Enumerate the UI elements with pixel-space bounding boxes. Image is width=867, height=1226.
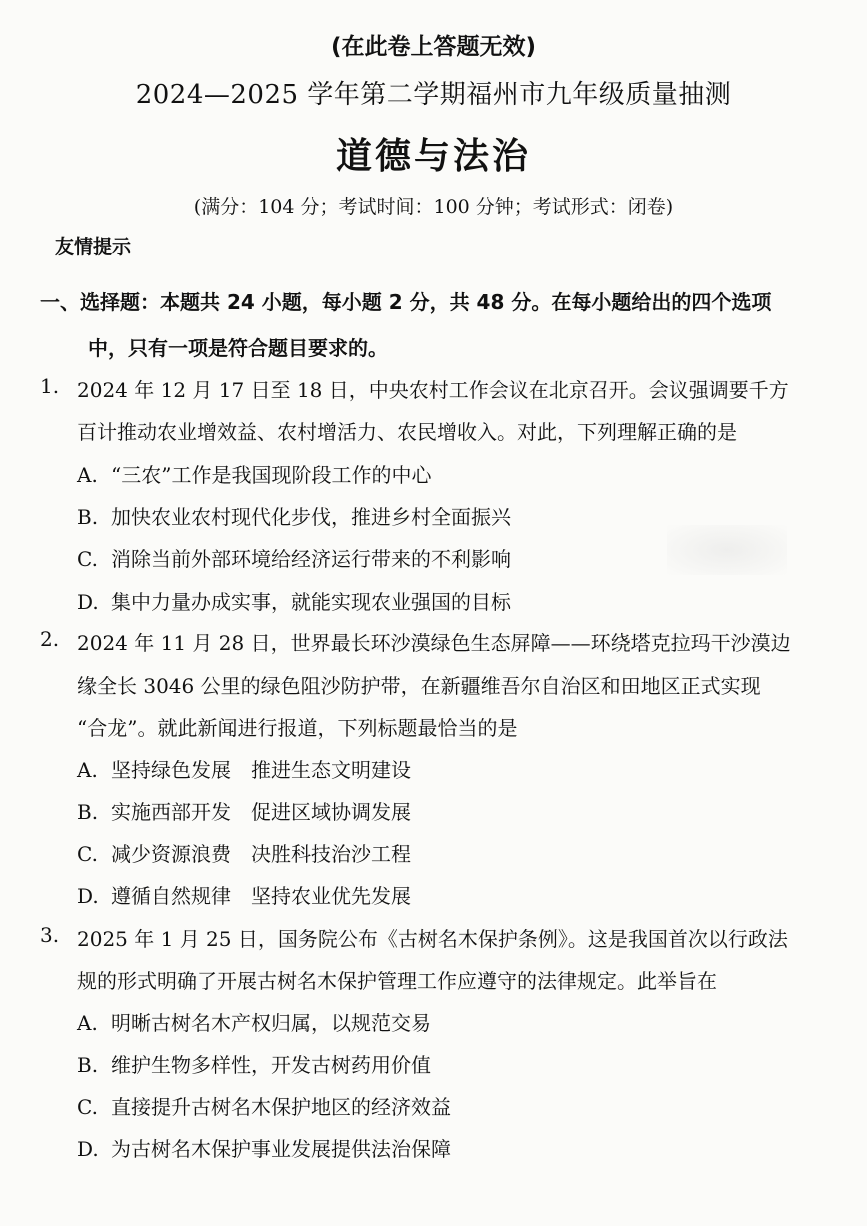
option-text: 坚持绿色发展 推进生态文明建设 — [111, 758, 411, 782]
option-text: 为古树名木保护事业发展提供法治保障 — [111, 1137, 451, 1161]
option-d[interactable] — [77, 586, 511, 615]
scan-smudge — [667, 525, 787, 575]
section-instruction-line-2: 中，只有一项是符合题目要求的。 — [88, 336, 388, 360]
option-text: 遵循自然规律 坚持农业优先发展 — [111, 884, 411, 908]
option-c[interactable] — [77, 838, 411, 867]
option-letter: D. — [77, 590, 99, 614]
option-letter: B. — [77, 1053, 99, 1077]
option-text: “三农”工作是我国现阶段工作的中心 — [111, 463, 432, 487]
option-a[interactable] — [77, 754, 411, 783]
option-text: 集中力量办成实事，就能实现农业强国的目标 — [111, 590, 511, 614]
question-stem-line: 2024 年 12 月 17 日至 18 日，中央农村工作会议在北京召开。会议强调要千方 — [77, 378, 789, 402]
option-a[interactable] — [77, 1007, 431, 1036]
option-letter: D. — [77, 884, 99, 908]
option-letter: C. — [77, 547, 98, 571]
option-letter: C. — [77, 1095, 98, 1119]
option-letter: D. — [77, 1137, 99, 1161]
option-letter: B. — [77, 505, 99, 529]
exam-meta: (满分：104 分；考试时间：100 分钟；考试形式：闭卷) — [193, 196, 674, 218]
option-text: 加快农业农村现代化步伐，推进乡村全面振兴 — [111, 505, 511, 529]
option-letter: C. — [77, 842, 98, 866]
option-a[interactable] — [77, 459, 431, 488]
question-stem-line: 2025 年 1 月 25 日，国务院公布《古树名木保护条例》。这是我国首次以行政法 — [77, 927, 788, 951]
option-text: 实施西部开发 促进区域协调发展 — [111, 800, 411, 824]
option-b[interactable] — [77, 1049, 431, 1078]
question-stem-line: 百计推动农业增效益、农村增活力、农民增收入。对此，下列理解正确的是 — [77, 420, 737, 444]
friendly-tips-heading: 友情提示 — [55, 236, 132, 258]
section-instruction-line-1: 一、选择题：本题共 24 小题，每小题 2 分，共 48 分。在每小题给出的四个选项 — [40, 290, 772, 314]
question-number: 2. — [40, 627, 60, 651]
option-letter: B. — [77, 800, 99, 824]
option-text: 直接提升古树名木保护地区的经济效益 — [111, 1095, 451, 1119]
option-text: 明晰古树名木产权归属，以规范交易 — [111, 1011, 431, 1035]
option-letter: A. — [77, 758, 98, 782]
option-letter: A. — [77, 463, 98, 487]
option-c[interactable] — [77, 543, 511, 572]
invalid-answer-notice: (在此卷上答题无效) — [330, 34, 537, 60]
question-stem-line: 规的形式明确了开展古树名木保护管理工作应遵守的法律规定。此举旨在 — [77, 969, 717, 993]
option-d[interactable] — [77, 880, 411, 909]
option-c[interactable] — [77, 1091, 451, 1120]
question-number: 1. — [40, 374, 60, 398]
option-letter: A. — [77, 1011, 98, 1035]
option-d[interactable] — [77, 1133, 451, 1162]
option-text: 消除当前外部环境给经济运行带来的不利影响 — [111, 547, 511, 571]
exam-title: 2024—2025 学年第二学期福州市九年级质量抽测 — [135, 80, 732, 110]
option-b[interactable] — [77, 796, 411, 825]
question-stem-line: 缘全长 3046 公里的绿色阻沙防护带，在新疆维吾尔自治区和田地区正式实现 — [77, 674, 761, 698]
option-text: 维护生物多样性，开发古树药用价值 — [111, 1053, 431, 1077]
option-b[interactable] — [77, 501, 511, 530]
question-stem-line: “合龙”。就此新闻进行报道，下列标题最恰当的是 — [77, 716, 518, 740]
option-text: 减少资源浪费 决胜科技治沙工程 — [111, 842, 411, 866]
question-number: 3. — [40, 923, 60, 947]
question-stem-line: 2024 年 11 月 28 日，世界最长环沙漠绿色生态屏障——环绕塔克拉玛干沙漠边 — [77, 631, 791, 655]
subject-title: 道德与法治 — [335, 136, 531, 177]
